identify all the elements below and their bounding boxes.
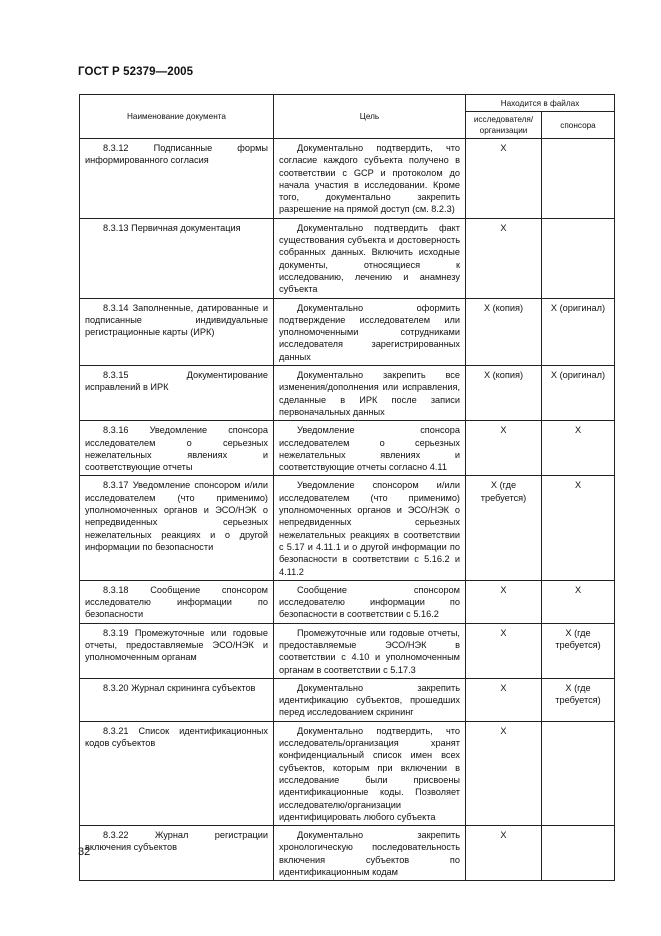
- sponsor-file-cell: X (оригинал): [542, 366, 615, 421]
- document-name-cell: 8.3.15 Документирование исправлений в ИРК: [80, 366, 274, 421]
- table-row: [80, 298, 615, 365]
- table-row: [80, 476, 615, 580]
- investigator-file-cell: X: [466, 218, 542, 298]
- investigator-file-cell: X: [466, 678, 542, 721]
- goal-cell: Документально подтвердить, что исследователь/организация хранят конфиденциальный список имен всех субъектов, которым при включении в исследование были присвоены идентификационные коды. Позволяет исследователю/организации идентифицировать любого субъекта: [274, 721, 466, 825]
- column-header-goal: Цель: [274, 95, 466, 139]
- document-name-cell: 8.3.20 Журнал скрининга субъектов: [80, 678, 274, 721]
- sponsor-file-cell: [542, 139, 615, 219]
- investigator-file-cell: X: [466, 421, 542, 476]
- document-name-cell: 8.3.17 Уведомление спонсором и/или исследователем (что применимо) уполномоченных органов и ЭСО/НЭК о непредвиденных серьезных нежелательных реакциях и о другой информации по безопасности: [80, 476, 274, 580]
- documents-table: [79, 94, 615, 881]
- goal-cell: Документально закрепить идентификацию субъектов, прошедших перед исследованием скрининг: [274, 678, 466, 721]
- sponsor-file-cell: [542, 218, 615, 298]
- sponsor-file-cell: [542, 721, 615, 825]
- sponsor-file-cell: X: [542, 580, 615, 623]
- investigator-file-cell: X (где требуется): [466, 476, 542, 580]
- investigator-file-cell: X (копия): [466, 298, 542, 365]
- sponsor-file-cell: X (где требуется): [542, 623, 615, 678]
- table-row: [80, 826, 615, 881]
- investigator-file-cell: X: [466, 826, 542, 881]
- sponsor-file-cell: X: [542, 476, 615, 580]
- table-row: [80, 366, 615, 421]
- goal-cell: Документально оформить подтверждение исследователем или уполномоченными сотрудниками исследователя зарегистрированных данных: [274, 298, 466, 365]
- document-name-cell: 8.3.12 Подписанные формы информированного согласия: [80, 139, 274, 219]
- sponsor-file-cell: X: [542, 421, 615, 476]
- table-row: [80, 623, 615, 678]
- goal-cell: Документально закрепить хронологическую последовательность включения субъектов по идентификационным кодам: [274, 826, 466, 881]
- document-name-cell: 8.3.16 Уведомление спонсора исследователем о серьезных нежелательных явлениях и соответствующие отчеты: [80, 421, 274, 476]
- goal-cell: Документально закрепить все изменения/дополнения или исправления, сделанные в ИРК после записи первоначальных данных: [274, 366, 466, 421]
- table-row: [80, 421, 615, 476]
- goal-cell: Документально подтвердить факт существования субъекта и достоверность собранных данных. Включить исходные документы, относящиеся к исследованию, лечению и анамнезу субъекта: [274, 218, 466, 298]
- table-row: [80, 678, 615, 721]
- column-header-sponsor: спонсора: [542, 112, 615, 139]
- investigator-file-cell: X: [466, 139, 542, 219]
- goal-cell: Промежуточные или годовые отчеты, предоставляемые ЭСО/НЭК в соответствии с 4.10 и уполномоченным органам в соответствии с 5.17.3: [274, 623, 466, 678]
- investigator-file-cell: X (копия): [466, 366, 542, 421]
- goal-cell: Сообщение спонсором исследователю информации по безопасности в соответствии с 5.16.2: [274, 580, 466, 623]
- sponsor-file-cell: [542, 826, 615, 881]
- document-name-cell: 8.3.18 Сообщение спонсором исследователю информации по безопасности: [80, 580, 274, 623]
- document-header: ГОСТ Р 52379—2005: [78, 66, 194, 78]
- table-row: [80, 580, 615, 623]
- column-header-files-group: Находится в файлах: [466, 95, 615, 112]
- document-name-cell: 8.3.14 Заполненные, датированные и подписанные индивидуальные регистрационные карты (ИРК): [80, 298, 274, 365]
- table-row: [80, 721, 615, 825]
- investigator-file-cell: X: [466, 623, 542, 678]
- goal-cell: Уведомление спонсора исследователем о серьезных нежелательных явлениях и соответствующие отчеты согласно 4.11: [274, 421, 466, 476]
- document-name-cell: 8.3.21 Список идентификационных кодов субъектов: [80, 721, 274, 825]
- document-name-cell: 8.3.13 Первичная документация: [80, 218, 274, 298]
- document-name-cell: 8.3.22 Журнал регистрации включения субъектов: [80, 826, 274, 881]
- goal-cell: Документально подтвердить, что согласие каждого субъекта получено в соответствии с GCP и протоколом до начала участия в исследовании. Кроме того, документально закрепить разрешение на прямой доступ (см. 8.2.3): [274, 139, 466, 219]
- goal-cell: Уведомление спонсором и/или исследователем (что применимо) уполномоченных органов и ЭСО/НЭК о непредвиденных серьезных нежелательных реакциях в соответствии с 5.17 и 4.11.1 и о другой информации по безопасности в соответствии с 5.16.2 и 4.11.2: [274, 476, 466, 580]
- table-row: [80, 139, 615, 219]
- investigator-file-cell: X: [466, 721, 542, 825]
- column-header-investigator: исследователя/ организации: [466, 112, 542, 139]
- page-number: 32: [78, 846, 91, 858]
- sponsor-file-cell: X (оригинал): [542, 298, 615, 365]
- document-name-cell: 8.3.19 Промежуточные или годовые отчеты, предоставляемые ЭСО/НЭК и уполномоченным органам: [80, 623, 274, 678]
- table-row: [80, 218, 615, 298]
- column-header-document-name: Наименование документа: [80, 95, 274, 139]
- investigator-file-cell: X: [466, 580, 542, 623]
- sponsor-file-cell: X (где требуется): [542, 678, 615, 721]
